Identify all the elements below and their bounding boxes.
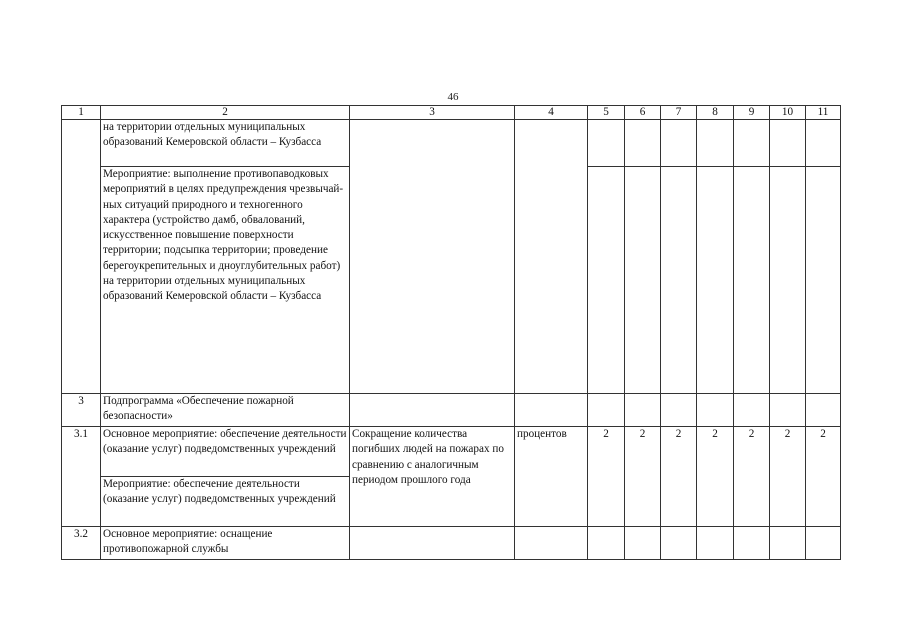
value-cell — [697, 167, 734, 394]
value-cell — [734, 527, 770, 560]
unit-cell — [515, 394, 588, 427]
value-cell — [661, 394, 697, 427]
row-number-cell — [62, 167, 101, 394]
row-number-cell: 3.2 — [62, 527, 101, 560]
header-cell-2: 2 — [101, 106, 350, 120]
table-row — [62, 427, 841, 477]
value-cell — [770, 167, 806, 394]
header-cell-9: 9 — [734, 106, 770, 120]
table-row — [62, 120, 841, 167]
value-cell — [770, 120, 806, 167]
header-cell-6: 6 — [625, 106, 661, 120]
value-cell — [661, 120, 697, 167]
value-cell: 2 — [588, 427, 625, 527]
value-cell — [806, 527, 841, 560]
value-cell — [697, 120, 734, 167]
header-cell-10: 10 — [770, 106, 806, 120]
indicator-cell — [350, 167, 515, 394]
value-cell — [625, 120, 661, 167]
row-number-cell: 3.1 — [62, 427, 101, 477]
page-number: 46 — [447, 91, 459, 103]
row-number-cell — [62, 477, 101, 527]
value-cell — [734, 394, 770, 427]
value-cell — [661, 527, 697, 560]
indicator-cell — [350, 394, 515, 427]
value-cell — [697, 527, 734, 560]
value-cell — [734, 120, 770, 167]
value-cell — [661, 167, 697, 394]
value-cell: 2 — [661, 427, 697, 527]
value-cell — [806, 120, 841, 167]
value-cell — [588, 527, 625, 560]
unit-cell: процентов — [515, 427, 588, 527]
value-cell: 2 — [697, 427, 734, 527]
header-cell-11: 11 — [806, 106, 841, 120]
header-cell-1: 1 — [62, 106, 101, 120]
value-cell: 2 — [770, 427, 806, 527]
value-cell — [734, 167, 770, 394]
measure-description: Мероприятие: обеспечение деятельности (оказание услуг) подведомственных учреждений — [101, 477, 350, 527]
value-cell — [770, 527, 806, 560]
header-cell-4: 4 — [515, 106, 588, 120]
header-cell-3: 3 — [350, 106, 515, 120]
value-cell — [806, 167, 841, 394]
value-cell — [770, 394, 806, 427]
indicator-cell — [350, 120, 515, 167]
indicator-cell: Сокращение количества погибших людей на пожарах по сравнению с аналогичным периодом прошлого года — [350, 427, 515, 527]
measure-description: на территории отдельных муниципальных образований Кемеровской области – Кузбасса — [101, 120, 350, 167]
program-table — [61, 105, 841, 560]
table-row — [62, 394, 841, 427]
table-row — [62, 167, 841, 394]
value-cell — [625, 527, 661, 560]
value-cell — [588, 167, 625, 394]
value-cell: 2 — [625, 427, 661, 527]
unit-cell — [515, 167, 588, 394]
header-cell-5: 5 — [588, 106, 625, 120]
measure-description: Основное мероприятие: оснащение противопожарной службы — [101, 527, 350, 560]
measure-description: Подпрограмма «Обеспечение пожарной безопасности» — [101, 394, 350, 427]
unit-cell — [515, 120, 588, 167]
row-number-cell — [62, 120, 101, 167]
value-cell: 2 — [806, 427, 841, 527]
indicator-cell — [350, 527, 515, 560]
header-row — [62, 106, 841, 120]
value-cell — [588, 394, 625, 427]
measure-description: Мероприятие: выполнение противопаводковых мероприятий в целях предупреждения чрезвычай-ных ситуаций природного и техногенного характера (устройство дамб, обвалований, искусственное повышение поверхности территории; подсыпка территории; проведение берегоукрепительных и дноуглубительных работ) на территории отдельных муниципальных образований Кемеровской области – Кузбасса — [101, 167, 350, 394]
unit-cell — [515, 527, 588, 560]
value-cell — [588, 120, 625, 167]
measure-description: Основное мероприятие: обеспечение деятельности (оказание услуг) подведомственных учреждений — [101, 427, 350, 477]
value-cell — [806, 394, 841, 427]
header-cell-8: 8 — [697, 106, 734, 120]
value-cell — [697, 394, 734, 427]
value-cell: 2 — [734, 427, 770, 527]
table-row — [62, 527, 841, 560]
value-cell — [625, 167, 661, 394]
row-number-cell: 3 — [62, 394, 101, 427]
value-cell — [625, 394, 661, 427]
header-cell-7: 7 — [661, 106, 697, 120]
